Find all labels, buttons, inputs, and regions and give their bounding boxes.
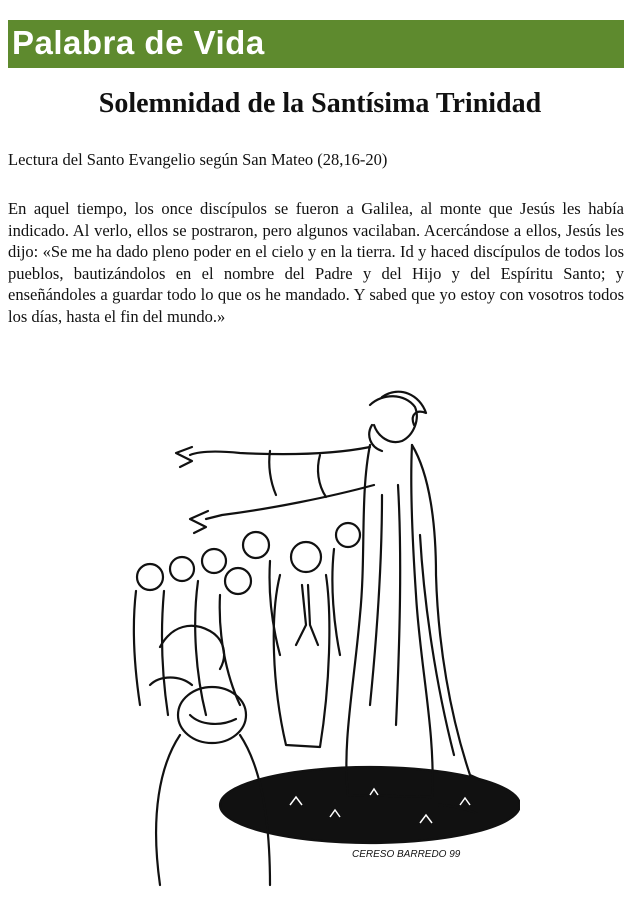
brand-banner [8, 20, 624, 68]
jesus-arm-upper [190, 447, 370, 455]
gospel-paragraph: En aquel tiempo, los once discípulos se fueron a Galilea, al monte que Jesús les había indicado. Al verlo, ellos se postraron, pero algunos vacilaban. Acercándose a ellos, Jesús les dijo: «Se me ha dado pleno poder en el cielo y en la tierra. Id y haced discípulos de todos los pueblos, bautizándolos en el nombre del Padre y del Hijo y del Espíritu Santo; y enseñándoles a guardar todo lo que os he mandado. Y sabed que yo estoy con vosotros todos los días, hasta el fin del mundo.» [8, 199, 624, 326]
page-title: Solemnidad de la Santísima Trinidad [98, 88, 542, 119]
jesus-robe [346, 445, 432, 797]
kneeling-disciple-head [178, 687, 246, 743]
line-art-drawing [120, 385, 520, 905]
illustration-jesus-disciples [120, 385, 520, 905]
disciple-head [137, 564, 163, 590]
praying-disciple [274, 575, 330, 747]
jesus-head [370, 396, 417, 442]
gospel-text [8, 198, 624, 327]
jesus-arm-lower [206, 485, 374, 519]
artist-signature: CERESO BARREDO 99 [352, 849, 461, 860]
reading-reference: Lectura del Santo Evangelio según San Mateo (28,16-20) [8, 150, 388, 169]
brand-title: Palabra de Vida [12, 24, 265, 61]
